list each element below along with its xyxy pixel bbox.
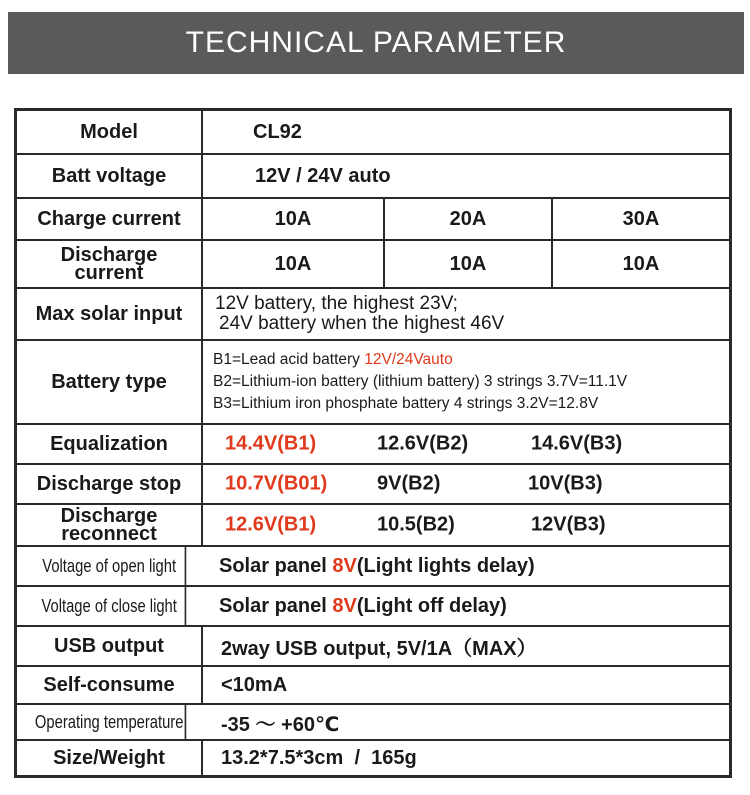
table-row-self-consume [17,667,729,705]
row-label: Batt voltage [17,155,203,197]
table-row-charge-current [17,199,729,241]
row-label: USB output [17,627,203,665]
row-label: Voltage of open light [34,547,187,585]
row-label: Discharge stop [17,465,203,503]
table-row-open-light [17,547,729,587]
solar-input-line: 24V battery when the highest 46V [219,313,505,334]
discharge-reconnect-b3: 12V(B3) [531,513,606,536]
row-value: <10mA [221,673,288,696]
b1-text: B1=Lead acid battery [213,351,365,368]
table-row-discharge-stop [17,465,729,505]
equalization-b2: 12.6V(B2) [377,432,469,455]
table-row-close-light [17,587,729,627]
label-line: reconnect [61,523,157,545]
row-label: Max solar input [17,289,203,339]
spec-table [14,108,732,778]
solar-input-line: 12V battery, the highest 23V; [215,293,458,314]
equalization-b3: 14.6V(B3) [531,432,623,455]
discharge-current-value: 10A [383,241,551,287]
row-value: 2way USB output, 5V/1A（MAX） [221,637,537,660]
table-row-max-solar-input [17,289,729,341]
discharge-reconnect-b1: 12.6V(B1) [225,513,317,536]
charge-current-20a: 20A [383,199,551,239]
close-light-suffix: (Light off delay) [356,594,507,617]
battery-type-b2: B2=Lithium-ion battery (lithium battery) 3 strings 3.7V=11.1V [213,373,628,390]
close-light-prefix: Solar panel [219,594,333,617]
open-light-suffix: (Light lights delay) [356,554,535,577]
discharge-current-value: 10A [274,252,312,275]
open-light-prefix: Solar panel [219,554,333,577]
charge-current-30a: 30A [551,199,729,239]
row-label: Battery type [17,341,203,423]
table-row-equalization [17,425,729,465]
row-value [203,425,729,463]
table-row-discharge-reconnect [17,505,729,547]
page-title: TECHNICAL PARAMETER [185,26,567,59]
b1-highlight: 12V/24Vauto [364,351,453,368]
battery-type-b1 [213,349,453,371]
battery-type-b3: B3=Lithium iron phosphate battery 4 strings 3.2V=12.8V [213,395,599,412]
row-label: Charge current [17,199,203,239]
row-label [17,241,203,287]
row-value: 12V / 24V auto [255,164,391,187]
table-row-model [17,111,729,155]
row-value [203,505,729,545]
row-label: Self-consume [17,667,203,703]
open-light-voltage: 8V [332,554,357,577]
row-value: -35 ～ +60℃ [221,713,340,736]
row-value [203,587,729,625]
row-value: 13.2*7.5*3cm / 165g [221,746,417,769]
table-row-size-weight [17,741,729,775]
row-label [17,505,203,545]
discharge-stop-b1: 10.7V(B01) [225,472,328,495]
label-line: Discharge [60,244,158,266]
discharge-stop-b2: 9V(B2) [377,472,441,495]
close-light-voltage: 8V [332,594,357,617]
label-line: Discharge [60,505,158,527]
label-line: current [74,262,144,284]
table-row-discharge-current [17,241,729,289]
row-label: Model [17,111,203,153]
row-value [203,289,729,339]
header-banner [8,12,744,74]
table-row-batt-voltage [17,155,729,199]
row-value: CL92 [253,120,302,143]
discharge-current-value: 10A [551,241,729,287]
row-label: Equalization [17,425,203,463]
row-value [203,465,729,503]
table-row-battery-type [17,341,729,425]
row-value [203,341,729,423]
equalization-b1: 14.4V(B1) [225,432,317,455]
table-row-usb-output [17,627,729,667]
discharge-stop-b3: 10V(B3) [528,472,603,495]
charge-current-10a: 10A [274,207,312,230]
row-label: Voltage of close light [34,587,187,625]
row-label: Operating temperature [34,705,187,739]
row-label: Size/Weight [17,741,203,775]
table-row-operating-temp [17,705,729,741]
row-value [203,547,729,585]
discharge-reconnect-b2: 10.5(B2) [377,513,455,536]
